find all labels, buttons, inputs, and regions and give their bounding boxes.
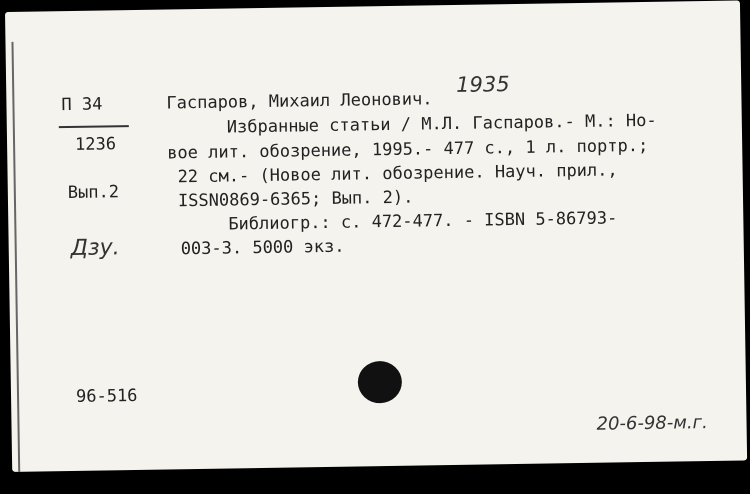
isbn-continuation-line: 003-3. 5000 экз. — [180, 236, 345, 260]
title-line: Избранные статьи / М.Л. Гаспаров.- М.: Но- — [226, 110, 657, 138]
issn-line: ISSN0869-6365; Вып. 2). — [177, 187, 414, 212]
punch-hole — [358, 361, 403, 404]
bibliography-line: Библиогр.: с. 472-477. - ISBN 5-86793- — [228, 208, 618, 235]
series-line: 22 см.- (Новое лит. обозрение. Науч. прил., — [177, 160, 618, 188]
author-heading: Гаспаров, Михаил Леонович. — [166, 89, 433, 114]
call-shelf: П 34 — [61, 94, 103, 116]
accession-number: 96-516 — [75, 385, 138, 407]
handwritten-mark: Дзу. — [70, 235, 120, 261]
date-stamp: 20-6-98-м.г. — [596, 412, 708, 435]
call-divider — [59, 125, 129, 128]
imprint-line: вое лит. обозрение, 1995.- 477 с., 1 л. портр.; — [167, 135, 649, 164]
call-number: 1236 — [74, 134, 117, 155]
card-edge — [11, 42, 20, 472]
author-year: 1935 — [456, 72, 510, 97]
catalog-card — [5, 0, 747, 471]
call-issue: Вып.2 — [67, 182, 120, 204]
